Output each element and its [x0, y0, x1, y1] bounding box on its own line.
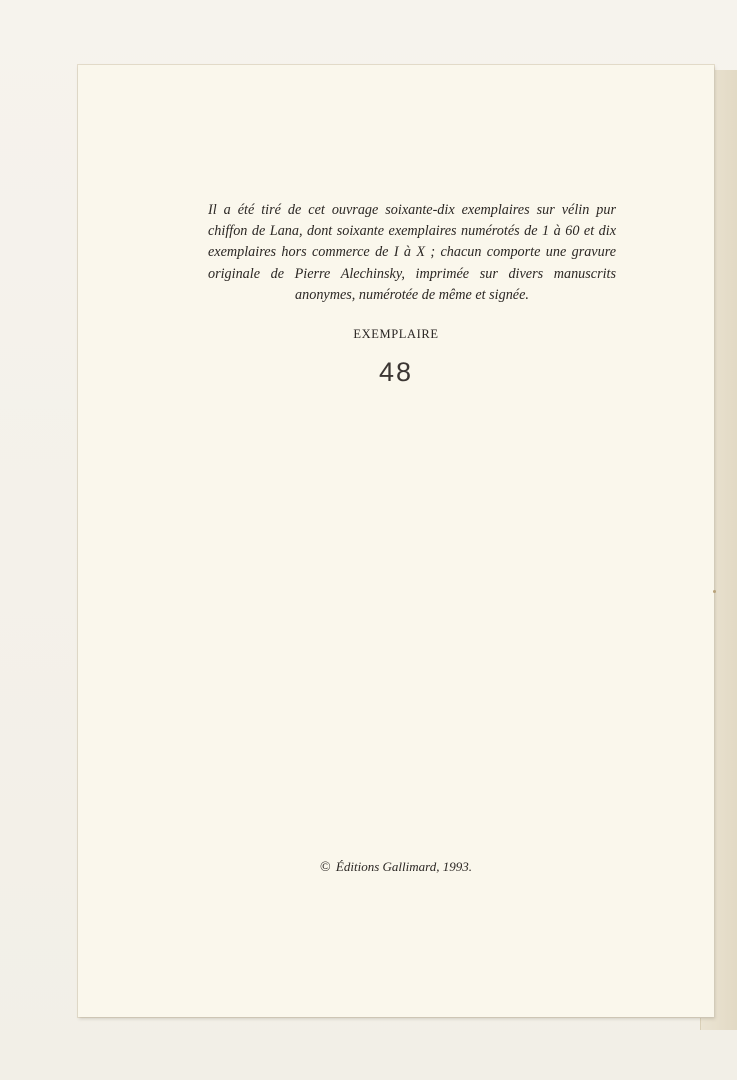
copyright-text: Éditions Gallimard, 1993.: [335, 859, 472, 874]
justification-line: exemplaires hors commerce de I à X ; chacun comporte une gravure: [208, 244, 616, 261]
copyright-symbol: ©: [320, 860, 331, 875]
book-page: [78, 65, 714, 1017]
exemplaire-label: EXEMPLAIRE: [353, 327, 439, 341]
justification-line: originale de Pierre Alechinsky, imprimée sur divers manuscrits: [208, 265, 616, 282]
paper-speck: [713, 590, 716, 593]
copyright-line: [78, 859, 714, 876]
justification-line: Il a été tiré de cet ouvrage soixante-dix exemplaires sur vélin pur: [208, 202, 616, 218]
justification-line: anonymes, numérotée de même et signée.: [295, 286, 529, 303]
justification-paragraph: [208, 200, 616, 306]
show-through-text: [78, 175, 714, 192]
justification-line: chiffon de Lana, dont soixante exemplaires numérotés de 1 à 60 et dix: [208, 223, 616, 240]
copy-number: 48: [378, 357, 414, 387]
